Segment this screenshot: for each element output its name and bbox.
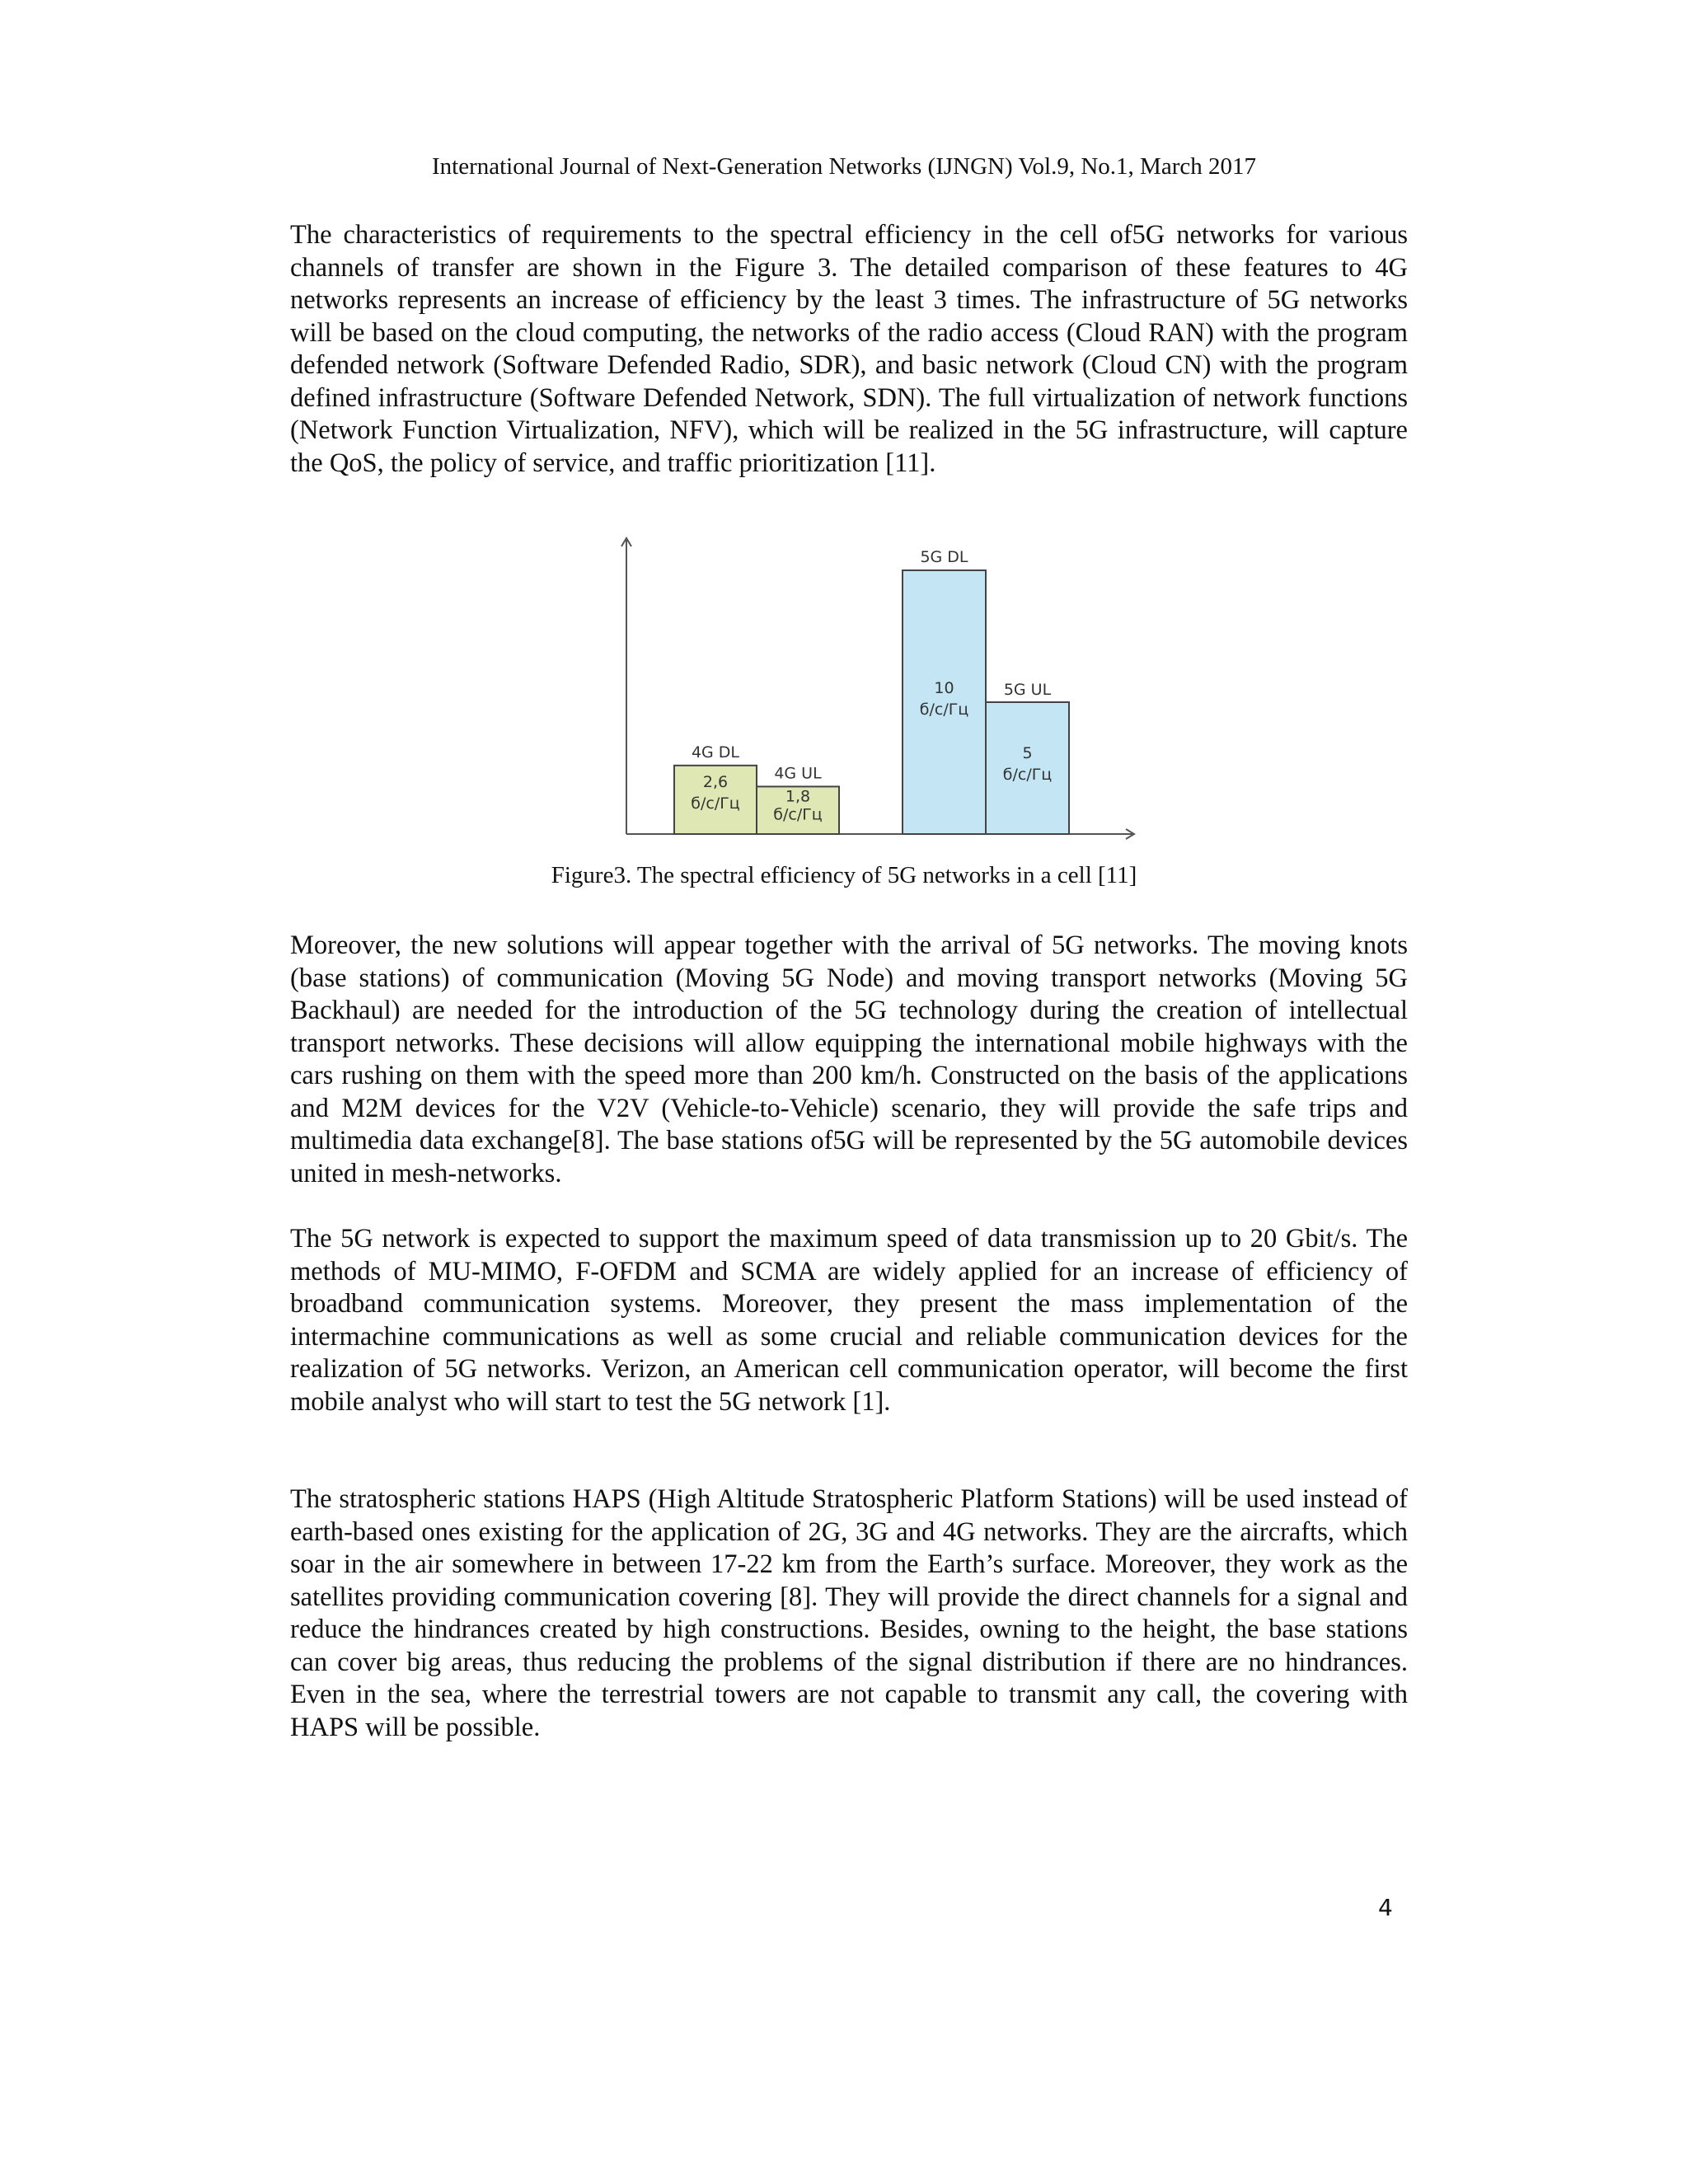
unit-label-5g-ul: б/с/Гц (1002, 766, 1053, 784)
body-paragraph-3: The 5G network is expected to support the maximum speed of data transmission up to 20 Gbit/s. The methods of MU-MIMO, F-OFDM and SCMA are widely applied for an increase of efficiency of broadband communication systems. Moreover, they present the mass implementation of the intermachine communications as well as some crucial and reliable communication devices for the realization of 5G networks. Verizon, an American cell communication operator, will become the first mobile analyst who will start to test the 5G network [1]. (290, 1224, 1408, 1417)
page-number: 4 (1378, 1894, 1393, 1921)
unit-label-4g-dl: б/с/Гц (691, 794, 740, 813)
running-header: International Journal of Next-Generation Networks (IJNGN) Vol.9, No.1, March 2017 (431, 153, 1256, 180)
figure-3 (610, 532, 1154, 853)
body-paragraph-4: The stratospheric stations HAPS (High Altitude Stratospheric Platform Stations) will be used instead of earth-based ones existing for the application of 2G, 3G and 4G networks. They are the aircrafts, which soar in the air somewhere in between 17-22 km from the Earth’s surface. Moreover, they work as the satellites providing communication covering [8]. They will provide the direct channels for a signal and reduce the hindrances created by high constructions. Besides, owning to the height, the base stations can cover big areas, thus reducing the problems of the signal distribution if there are no hindrances. Even in the sea, where the terrestrial towers are not capable to transmit any call, the covering with HAPS will be possible. (290, 1484, 1408, 1742)
figure-caption: Figure3. The spectral efficiency of 5G networks in a cell [11] (551, 862, 1137, 888)
body-paragraph-2: Moreover, the new solutions will appear together with the arrival of 5G networks. The moving knots (base stations) of communication (Moving 5G Node) and moving transport networks (Moving 5G Backhaul) are needed for the introduction of the 5G technology during the creation of intellectual transport networks. These decisions will allow equipping the international mobile highways with the cars rushing on them with the speed more than 200 km/h. Constructed on the basis of the applications and M2M devices for the V2V (Vehicle-to-Vehicle) scenario, they will provide the safe trips and multimedia data exchange[8]. The base stations of5G will be represented by the 5G automobile devices united in mesh-networks. (290, 930, 1408, 1188)
bar-label-4g-ul: 4G UL (774, 764, 822, 783)
value-label-4g-ul: 1,8 (785, 787, 811, 806)
bar-label-4g-dl: 4G DL (691, 743, 740, 762)
value-label-5g-dl: 10 (934, 679, 954, 697)
value-label-5g-ul: 5 (1022, 744, 1033, 762)
bar-label-5g-ul: 5G UL (1003, 681, 1052, 699)
spectral-efficiency-chart (610, 532, 1154, 853)
bar-label-5g-dl: 5G DL (920, 548, 968, 566)
body-paragraph-1: The characteristics of requirements to the spectral efficiency in the cell of5G networks for various channels of transfer are shown in the Figure 3. The detailed comparison of these features to 4G networks represents an increase of efficiency by the least 3 times. The infrastructure of 5G networks will be based on the cloud computing, the networks of the radio access (Cloud RAN) with the program defended network (Software Defended Radio, SDR), and basic network (Cloud CN) with the program defined infrastructure (Software Defended Network, SDN). The full virtualization of network functions (Network Function Virtualization, NFV), which will be realized in the 5G infrastructure, will capture the QoS, the policy of service, and traffic prioritization [11]. (290, 220, 1408, 478)
value-label-4g-dl: 2,6 (702, 772, 729, 791)
unit-label-5g-dl: б/с/Гц (919, 701, 969, 719)
unit-label-4g-ul: б/с/Гц (773, 805, 823, 824)
